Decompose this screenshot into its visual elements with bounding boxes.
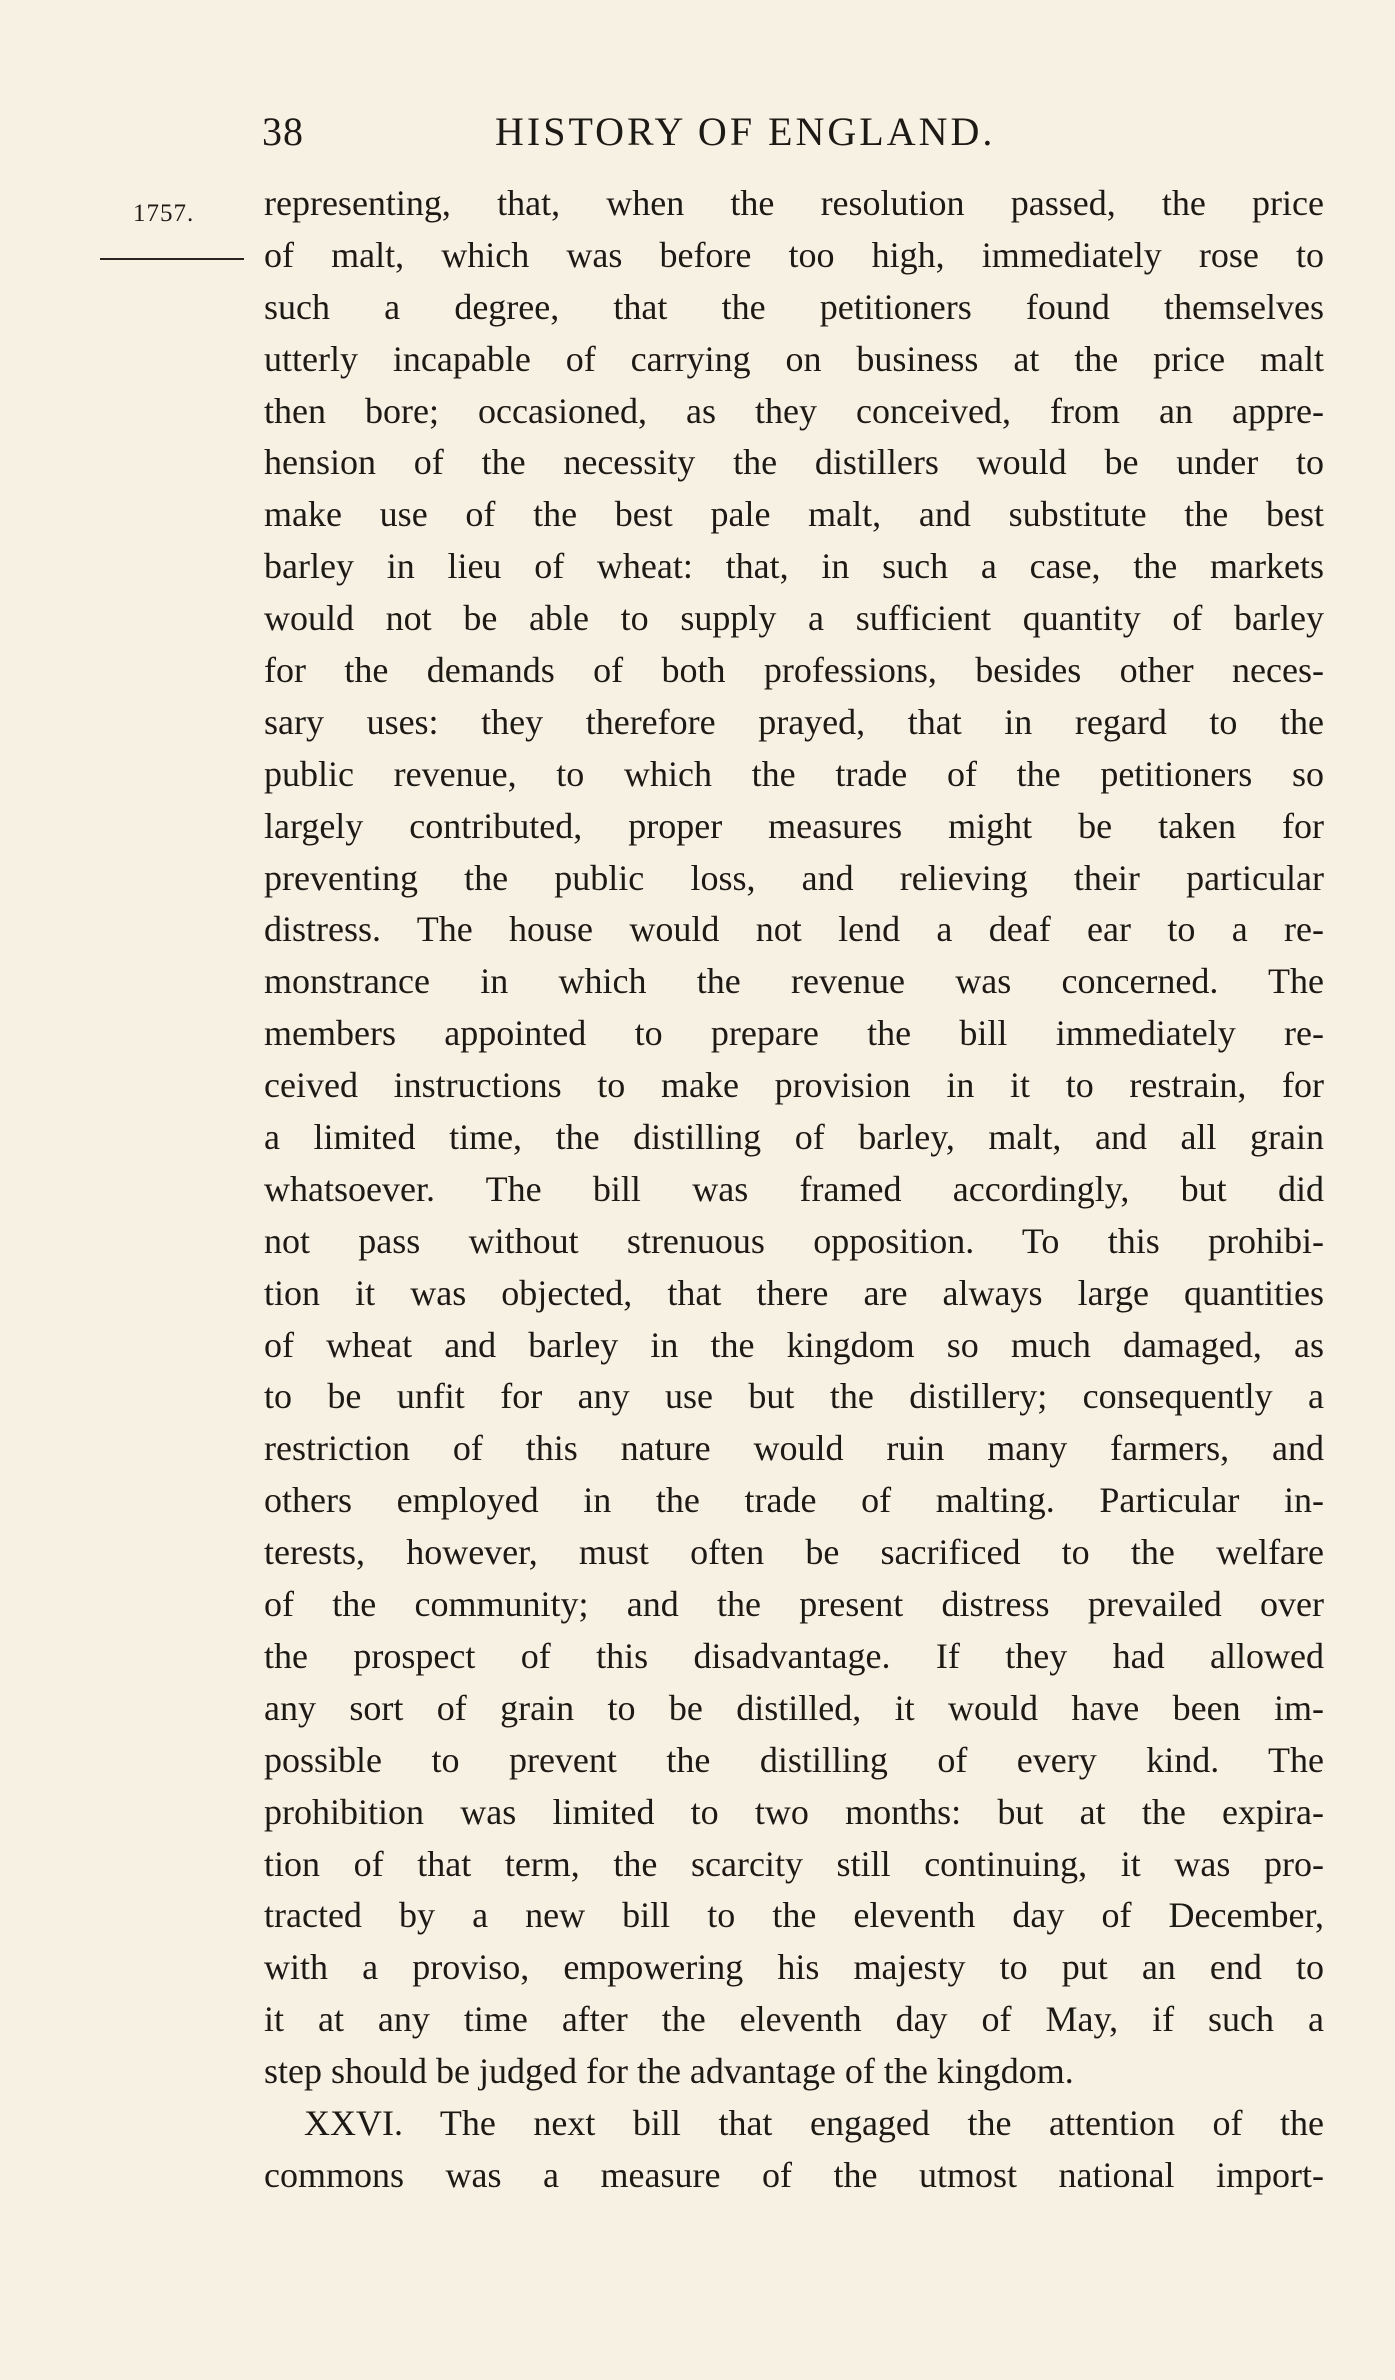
text-line: of wheat and barley in the kingdom so much damaged, as bbox=[264, 1324, 1324, 1365]
section-start-line: XXVI. The next bill that engaged the attention of the bbox=[304, 2102, 1324, 2143]
text-line: the prospect of this disadvantage. If they had allowed bbox=[264, 1635, 1324, 1676]
text-line: tracted by a new bill to the eleventh day of December, bbox=[264, 1895, 1324, 1936]
text-line: any sort of grain to be distilled, it would have been im- bbox=[264, 1687, 1324, 1728]
text-line: preventing the public loss, and relieving their particular bbox=[264, 857, 1324, 898]
text-line: sary uses: they therefore prayed, that in regard to the bbox=[264, 701, 1324, 742]
text-line: monstrance in which the revenue was concerned. The bbox=[264, 961, 1324, 1002]
paragraph-end-line: step should be judged for the advantage of the kingdom. bbox=[264, 2051, 1074, 2092]
text-line: of malt, which was before too high, immediately rose to bbox=[264, 234, 1324, 275]
text-line: a limited time, the distilling of barley, malt, and all grain bbox=[264, 1117, 1324, 1158]
margin-rule bbox=[100, 258, 244, 260]
text-line: ceived instructions to make provision in it to restrain, for bbox=[264, 1065, 1324, 1106]
text-line: utterly incapable of carrying on business at the price malt bbox=[264, 338, 1324, 379]
text-line: with a proviso, empowering his majesty to put an end to bbox=[264, 1947, 1324, 1988]
text-line: tion it was objected, that there are always large quantities bbox=[264, 1272, 1324, 1313]
text-line: distress. The house would not lend a deaf ear to a re- bbox=[264, 909, 1324, 950]
text-line: barley in lieu of wheat: that, in such a case, the markets bbox=[264, 546, 1324, 587]
text-line: terests, however, must often be sacrificed to the welfare bbox=[264, 1532, 1324, 1573]
running-title: HISTORY OF ENGLAND. bbox=[495, 109, 996, 154]
text-line: representing, that, when the resolution passed, the price bbox=[264, 183, 1324, 223]
text-line: for the demands of both professions, besides other neces- bbox=[264, 650, 1324, 691]
page-header bbox=[262, 108, 1322, 168]
text-line: would not be able to supply a sufficient quantity of barley bbox=[264, 598, 1324, 639]
text-line: then bore; occasioned, as they conceived, from an appre- bbox=[264, 390, 1324, 431]
text-line: tion of that term, the scarcity still continuing, it was pro- bbox=[264, 1843, 1324, 1884]
text-line: members appointed to prepare the bill immediately re- bbox=[264, 1013, 1324, 1054]
text-line: of the community; and the present distress prevailed over bbox=[264, 1584, 1324, 1625]
text-line: restriction of this nature would ruin many farmers, and bbox=[264, 1428, 1324, 1469]
text-line: to be unfit for any use but the distillery; consequently a bbox=[264, 1376, 1324, 1417]
text-line: it at any time after the eleventh day of May, if such a bbox=[264, 1999, 1324, 2040]
text-line: not pass without strenuous opposition. To this prohibi- bbox=[264, 1220, 1324, 1261]
text-line: make use of the best pale malt, and substitute the best bbox=[264, 494, 1324, 535]
text-line: commons was a measure of the utmost national import- bbox=[264, 2154, 1324, 2195]
text-line: prohibition was limited to two months: but at the expira- bbox=[264, 1791, 1324, 1832]
text-line: public revenue, to which the trade of the petitioners so bbox=[264, 753, 1324, 794]
text-line: hension of the necessity the distillers would be under to bbox=[264, 442, 1324, 483]
text-line: largely contributed, proper measures might be taken for bbox=[264, 805, 1324, 846]
text-line: such a degree, that the petitioners found themselves bbox=[264, 286, 1324, 327]
text-line: whatsoever. The bill was framed accordingly, but did bbox=[264, 1168, 1324, 1209]
text-line: possible to prevent the distilling of every kind. The bbox=[264, 1739, 1324, 1780]
page-number: 38 bbox=[262, 109, 304, 154]
text-line: others employed in the trade of malting. Particular in- bbox=[264, 1480, 1324, 1521]
body-text bbox=[264, 178, 1324, 2202]
margin-year-note: 1757. bbox=[133, 200, 195, 227]
